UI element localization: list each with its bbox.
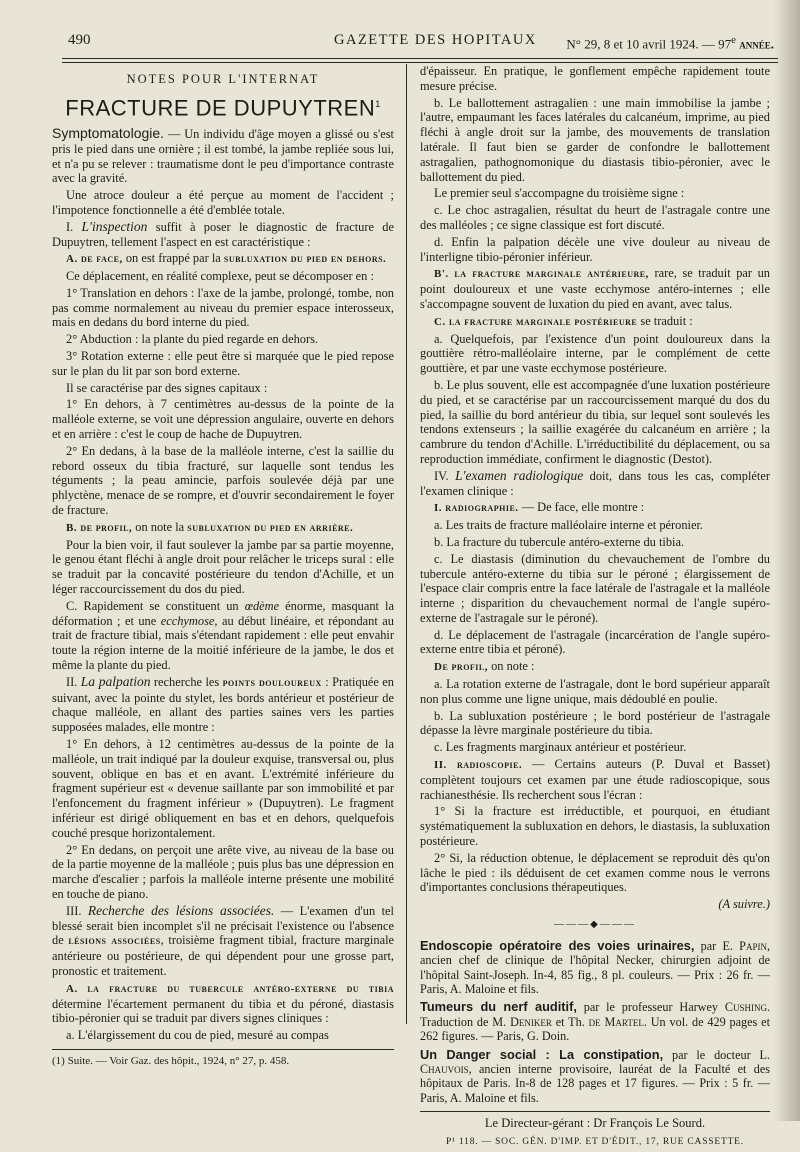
section-number: I. [66,219,82,234]
paragraph: Il se caractérise par des signes capitaux : [66,380,268,395]
director-line: Le Directeur-gérant : Dr François Le Sourd. [484,1116,706,1131]
list-item: 2° En dedans, on perçoit une arête vive, au niveau de la base ou de la partie moyenne de la malléole ; puis plus bas une dépression en marche d'escalier ; parfois la malléole interne présente une mobilité en touche de piano. [52,842,394,901]
separator-ornament: ———◆——— [554,919,636,931]
list-item: 1° Translation en dehors : l'axe de la jambe, prolongé, tombe, non pas comme normalement au niveau du premier espace interosseux, mais en dedans du bord interne du pied. [52,285,394,330]
sc-subluxation-arriere: subluxation du pied en arrière. [187,521,354,534]
header-rule-thin [62,62,778,63]
sc-subluxation: subluxation du pied en dehors. [223,253,387,266]
issue-info [566,34,774,52]
sc-lesions-associees: lésions associées [68,935,161,948]
paragraph-profil [52,520,394,536]
journal-title: GAZETTE DES HOPITAUX [334,32,537,48]
lead-radiologique: L'examen radiologique [455,467,584,483]
paragraph: d'épaisseur. En pratique, le gonflement empêche rapidement toute mesure précise. [420,64,770,93]
label: C. [66,598,78,613]
text: détermine l'écartement permanent du tibia et du péroné, diastasis tibio-péronier qui se traduit par divers signes cliniques : [52,996,394,1026]
text: rare, se traduit par un point douloureux et une vaste ecchymose antéro-internes ; elle s'accompagne souvent de luxation du pied en avant, avec talus. [420,266,771,311]
italic-term: œdème [244,598,280,613]
issue-year: année. [735,36,774,52]
paragraph-face [52,251,394,267]
text: recherche les [150,674,223,689]
text: on est frappé par la [122,251,224,266]
text: par le professeur Harwey [576,1000,725,1015]
list-item: b. La subluxation postérieure ; le bord postérieur de l'astragale dépasse la lèvre marginale postérieure du tibia. [420,708,770,738]
list-item: a. La rotation externe de l'astragale, dont le bord supérieur apparaît non plus comme une ligne unique, mais dédoublé en poulie. [420,677,770,706]
left-column [52,64,394,1071]
text: . Traduction de M. [420,1000,770,1029]
paragraph-oedeme [52,599,394,673]
text: on note la [132,519,188,534]
text: suffit à poser le diagnostic de fracture de Dupuytren, tellement l'aspect en est caractéristique : [52,219,395,249]
label-radiographie: I. radiographie. [434,502,519,515]
book-review [420,939,770,997]
book-author: Papin [739,938,767,953]
list-item: d. Le déplacement de l'astragale (incarcération de l'angle supéro-externe entre tibia et péroné). [420,627,770,657]
book-author: Cushing [724,1000,767,1015]
list-item: 2° Si, la réduction obtenue, le déplacement se reproduit dès qu'on lâche le pied : ils déduisent de cet examen comme nous le verrons d'importantes conclusions thérapeutiques. [420,850,770,895]
footnote-rule [52,1049,394,1050]
paragraph-radiographie [420,500,770,516]
paragraph-inspection [52,220,394,250]
paragraph-radioscopie [420,757,770,802]
issue-sup: e [731,34,736,46]
paragraph: Pour la bien voir, il faut soulever la jambe par sa partie moyenne, le genou étant fléchi à angle droit pour relâcher le triceps sural : elle se traduit par la concavité postérieure du tendon d'Achille, et un léger raccourcissement du dos du pied. [52,537,394,597]
label-tubercule: A. la fracture du tubercule antéro-externe du tibia [66,982,394,995]
label-profil: De profil, [434,661,489,674]
lead-lesions: Recherche des lésions associées. [87,902,275,918]
lead-palpation: La palpation [80,673,151,689]
list-item: b. La fracture du tubercule antéro-externe du tibia. [434,534,685,549]
footnote: (1) Suite. — Voir Gaz. des hôpit., 1924, n° 27, p. 458. [52,1054,290,1067]
paragraph-marginale-posterieure [420,314,770,330]
article-title [52,95,394,121]
list-item: a. L'élargissement du cou de pied, mesuré au compas [66,1028,329,1043]
label-marginale-posterieure: C. la fracture marginale postérieure [434,315,638,328]
list-item: 1° En dehors, à 7 centimètres au-dessus de la pointe de la malléole externe, se voit une dépression angulaire, ouverte en dehors et en arrière : c'est le coup de hache de Dupuytren. [52,397,394,442]
paragraph: Une atroce douleur a été perçue au moment de l'accident ; l'impotence fonctionnelle a été d'emblée totale. [52,188,394,217]
paragraph-lesions [52,904,394,979]
article-title-text: FRACTURE DE DUPUYTREN [65,95,376,121]
text: on note : [488,659,535,674]
paragraph-symptomatology [52,126,394,186]
translator: de Martel [588,1014,644,1029]
label-face: A. de face, [66,253,123,266]
text: énorme, masquant la déformation ; et une [52,598,394,628]
column-divider [406,64,407,1024]
paragraph: Le premier seul s'accompagne du troisième signe : [434,186,685,201]
section-number: II. [66,674,81,689]
text: — Certains auteurs (P. Duval et Basset) complètent toujours cet examen par une étude radioscopique, sous rachianesthésie. Ils recherchent sous l'écran : [420,757,771,802]
list-item: d. Enfin la palpation décèle une vive douleur au niveau de l'interligne tibio-péronier inférieur. [420,234,770,264]
paragraph: Ce déplacement, en réalité complexe, peut se décomposer en : [66,269,374,284]
sc-points-douloureux: points douloureux [222,676,322,689]
printer-line: P¹ 118. — SOC. GÉN. D'IMP. ET D'ÉDIT., 17, RUE CASSETTE. [446,1137,744,1148]
list-item: b. Le ballottement astragalien : une main immobilise la jambe ; l'autre, empaumant les faces latérales du calcanéum, imprime, au pied fléchi à angle droit sur la jambe, des mouvements de translation latérale. Il faut bien se garder de confondre le ballottement astragalien, pathognomonique du diastasis tibio-péronier, avec le ballottement du pied. [420,95,770,184]
page-number: 490 [68,32,91,48]
text: par E. [694,938,740,953]
list-item: a. Les traits de fracture malléolaire interne et péronier. [434,518,704,533]
header-rule [62,58,778,59]
lead-inspection: L'inspection [81,218,148,234]
list-item: 1° Si la fracture est irréductible, et pourquoi, en étudiant systématiquement la subluxation en dehors, le diastasis, la subluxation postérieure. [420,804,770,849]
section-rubrique: NOTES POUR L'INTERNAT [126,72,320,86]
list-item: 1° En dehors, à 12 centimètres au-dessus de la pointe de la malléole, un trait indiqué par la douleur exquise, transversal ou, plus souvent, oblique en bas et en avant. L'extrémité inférieure du fragment supérieur est « devenue saillante par son immobilité et par l'enfoncement du fragment inférieur » (Dupuytren). Le fragment inférieur est dirigé obliquement en bas et en dehors, quelquefois couché presque horizontalement. [52,737,394,840]
list-item: a. Quelquefois, par l'existence d'un point douloureux dans la gouttière rétro-malléolaire interne, par le complément de cette gouttière, et par une vaste ecchymose postérieure. [420,331,770,376]
text: . Un vol. de 429 pages et 262 figures. — Paris, G. Doin. [420,1014,770,1044]
book-title: Un Danger social : La constipation, [420,1046,664,1062]
book-review [420,1048,770,1106]
text: — L'examen d'un tel blessé serait bien incomplet s'il ne précisait l'existence ou l'absence de [52,903,394,948]
paragraph-profil [420,659,770,675]
book-author: Chauvois [420,1062,469,1077]
text: : Pratiquée en suivant, avec la pointe du stylet, les bords antérieur et postérieur de chaque malléole, en allant des parties saines vers les parties supposées malades, elle montre : [52,674,394,735]
text: se traduit : [637,313,693,328]
list-item: c. Le diastasis (diminution du chevauchement de l'ombre du tubercule antéro-externe du tibia sur le péroné ; élargissement de l'espace clair compris entre la face latérale de l'astragale et la malléole interne ; disparition du chevauchement normal de l'angle supéro-externe de l'astragale sur le péroné). [420,551,770,625]
book-review [420,1000,770,1043]
right-column [420,64,770,1152]
section-number: IV. [434,468,456,483]
italic-term: ecchymose [160,613,215,628]
a-suivre: (A suivre.) [718,897,770,912]
list-item: 3° Rotation externe : elle peut être si marquée que le pied repose sur le plan du lit par son bord externe. [52,349,394,378]
book-title: Tumeurs du nerf auditif, [420,999,577,1015]
text: — Un individu d'âge moyen a glissé ou s'est pris le pied dans une ornière ; il est tombé, la jambe repliée sous lui, et n'a pu se relever : traumatisme dont le peu d'importance contraste avec la gravité. [52,126,394,186]
director-rule [420,1111,770,1112]
section-number: III. [66,903,88,918]
paragraph-palpation [52,675,394,735]
text: par le docteur L. [663,1047,770,1062]
list-item: 2° En dedans, à la base de la malléole interne, c'est la saillie du rebord osseux du tibia fracturé, sur laquelle sont tendus les téguments ; la peau amincie, parfois soulevée déjà par une phlyctène, menace de se rompre, et d'ouvrir secondairement le foyer de fracture. [52,443,394,518]
label-profil: B. de profil, [66,521,133,534]
text: doit, dans tous les cas, compléter l'examen clinique : [420,468,770,498]
book-title: Endoscopie opératoire des voies urinaires, [420,937,695,953]
lead-symptomatologie: Symptomatologie. [52,124,165,141]
text: , au début linéaire, et répondant au trait de fracture tibial, mais s'étendant rapidement : elle peut envahir toute la région interne de la moitié inférieure de la jambe, le dos et même la plante du pied. [52,613,394,673]
title-footnote-marker: 1 [375,98,381,109]
list-item: 2° Abduction : la plante du pied regarde en dehors. [66,332,319,347]
text: , troisième fragment tibial, fracture marginale antérieure ou postérieure, de qui dépendent pour une grosse part, pronostic et traitement. [52,933,395,978]
list-item: b. Le plus souvent, elle est accompagnée d'une luxation postérieure du pied, et se caractérise par un raccourcissement marqué du dos du pied, la saillie du bord antérieur du tibia, sur lequel sont soulevés les tendons extenseurs ; la saillie exagérée du calcanéum en arrière ; la cambrure du tendon d'Achille. L'irréductibilité du déplacement, ou sa reproduction immédiate, confirment le diagnostic (Destot). [420,377,770,466]
paragraph-marginale-anterieure [420,266,770,311]
text: — De face, elle montre : [518,500,645,515]
text: , ancien interne provisoire, lauréat de la Faculté et des hôpitaux de Paris. In-8 de 128 pages et 17 figures. — Prix : 5 fr. — Paris, A. Maloine et fils. [420,1062,770,1105]
list-item: c. Les fragments marginaux antérieur et postérieur. [434,740,687,755]
page-header [62,28,778,58]
translator: Deniker [510,1014,552,1029]
text: , ancien chef de clinique de l'hôpital Necker, chirurgien adjoint de l'hôpital Saint-Joseph. In-4, 85 fig., 8 pl. couleurs. — Prix : 26 fr. — Paris, A. Maloine et fils. [420,938,770,997]
list-item: c. Le choc astragalien, résultat du heurt de l'astragale contre une des malléoles ; ce signe classique est fort discuté. [420,203,770,232]
issue-date: N° 29, 8 et 10 avril 1924. — 97 [566,36,732,52]
label-radioscopie: II. radioscopie. [434,759,523,772]
paragraph-radiologique [420,469,770,499]
paragraph-tubercule [52,981,394,1026]
text: Rapidement se constituent un [77,598,245,613]
text: et Th. [551,1014,589,1029]
label-marginale-anterieure: B'. la fracture marginale antérieure, [434,268,649,281]
page-edge-shadow [774,0,800,1121]
